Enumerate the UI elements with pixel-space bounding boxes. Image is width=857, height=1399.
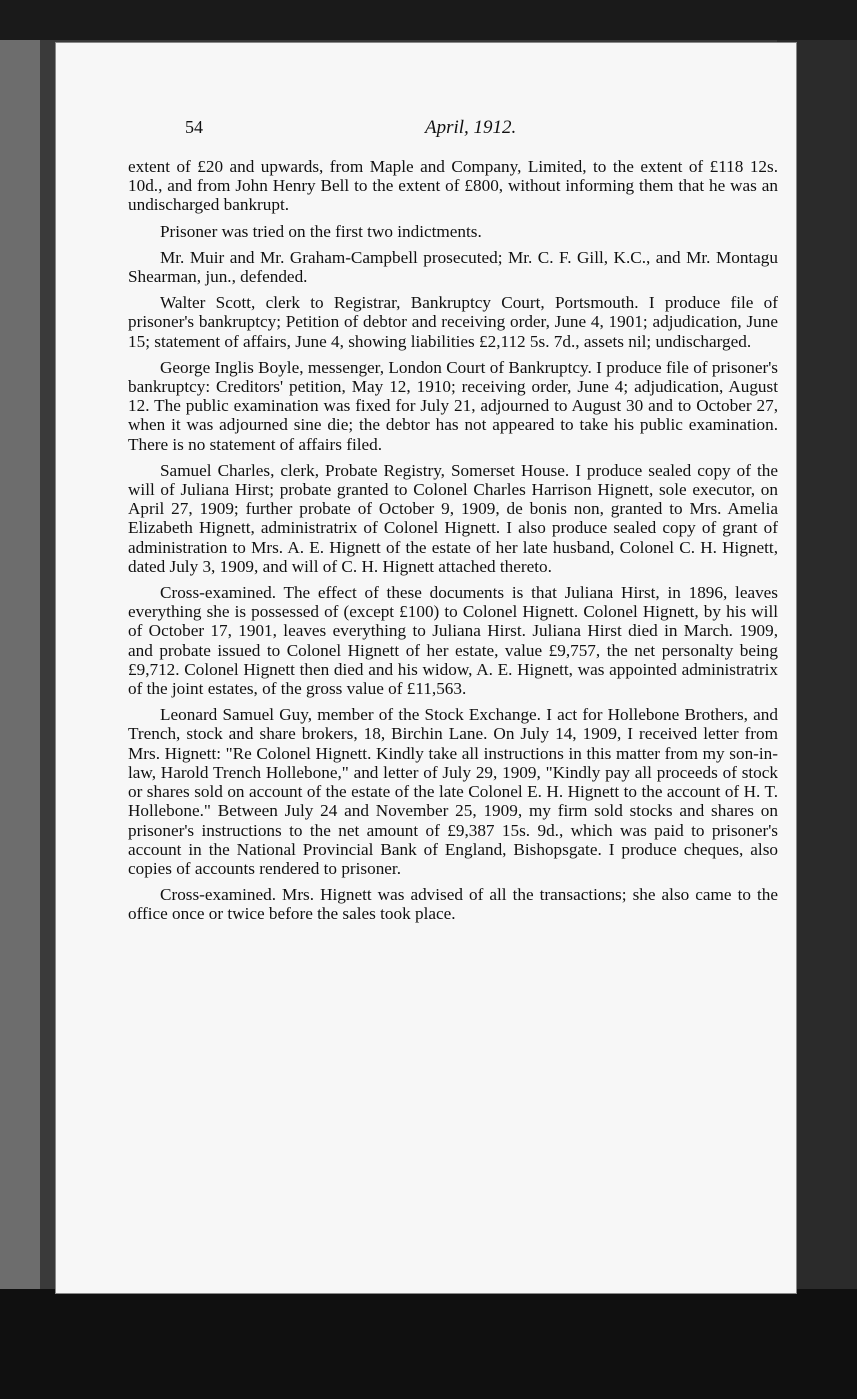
scan-top-edge [0, 0, 857, 40]
scan-left-edge [0, 0, 40, 1399]
paragraph-cross-examined-2: Cross-examined. Mrs. Hignett was advised of all the transactions; she also came to the office once or twice before the sales took place. [128, 885, 778, 924]
scan-bottom-edge [0, 1289, 857, 1399]
paragraph-cross-examined-1: Cross-examined. The effect of these documents is that Juliana Hirst, in 1896, leaves everything she is possessed of (except £100) to Colonel Hignett. Colonel Hignett, by his will of October 17, 1901, leaves everything to Juliana Hirst. Juliana Hirst died in March. 1909, and probate issued to Colonel Hignett of her estate, value £9,757, the net personalty being £9,712. Colonel Hignett then died and his widow, A. E. Hignett, was appointed administratrix of the joint estates, of the gross value of £11,563. [128, 583, 778, 699]
paragraph-continuation: extent of £20 and upwards, from Maple and Company, Limited, to the extent of £118 12s. 10d., and from John Henry Bell to the extent of £800, without informing them that he was an undischarged bankrupt. [128, 157, 778, 215]
paragraph-trial-note: Prisoner was tried on the first two indictments. [160, 221, 482, 241]
paragraph-samuel-charles: Samuel Charles, clerk, Probate Registry, Somerset House. I produce sealed copy of the will of Juliana Hirst; probate granted to Colonel Charles Harrison Hignett, sole executor, on April 27, 1909; further probate of October 9, 1909, de bonis non, granted to Mrs. Amelia Elizabeth Hignett, administratrix of Colonel Hignett. I also produce sealed copy of grant of administration to Mrs. A. E. Hignett of the estate of her late husband, Colonel C. H. Hignett, dated July 3, 1909, and will of C. H. Hignett attached thereto. [128, 460, 778, 576]
running-head: April, 1912. [425, 117, 517, 138]
paragraph-walter-scott: Walter Scott, clerk to Registrar, Bankruptcy Court, Portsmouth. I produce file of prisoner's bankruptcy; Petition of debtor and receiving order, June 4, 1901; adjudication, June 15; statement of affairs, June 4, showing liabilities £2,112 5s. 7d., assets nil; undischarged. [128, 293, 778, 351]
paragraph-george-boyle: George Inglis Boyle, messenger, London Court of Bankruptcy. I produce file of prisoner's bankruptcy: Creditors' petition, May 12, 1910; receiving order, June 4; adjudication, August 12. The public examination was fixed for July 21, adjourned to August 30 and to October 27, when it was adjourned sine die; the debtor has not appeared to take his public examination. There is no statement of affairs filed. [128, 357, 778, 454]
page-number: 54 [185, 117, 203, 137]
page-header [185, 117, 745, 147]
paragraph-counsel: Mr. Muir and Mr. Graham-Campbell prosecuted; Mr. C. F. Gill, K.C., and Mr. Montagu Shearman, jun., defended. [128, 247, 778, 287]
page-body [128, 157, 778, 924]
paragraph-leonard-guy: Leonard Samuel Guy, member of the Stock Exchange. I act for Hollebone Brothers, and Trench, stock and share brokers, 18, Birchin Lane. On July 14, 1909, I received letter from Mrs. Hignett: "Re Colonel Hignett. Kindly take all instructions in this matter from my son-in-law, Harold Trench Hollebone," and letter of July 29, 1909, "Kindly pay all proceeds of stock or shares sold on account of the estate of the late Colonel E. H. Hignett to the account of H. T. Hollebone." Between July 24 and November 25, 1909, my firm sold stocks and shares on prisoner's instructions to the net amount of £9,387 15s. 9d., which was paid to prisoner's account in the National Provincial Bank of England, Bishopsgate. I produce cheques, also copies of accounts rendered to prisoner. [128, 705, 778, 878]
